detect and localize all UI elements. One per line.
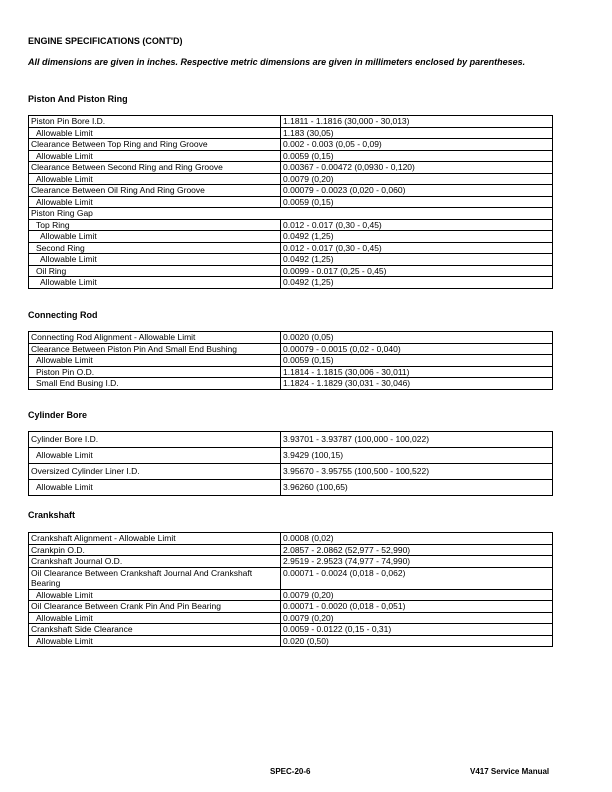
- spec-label: Second Ring: [29, 242, 281, 254]
- spec-label: Crankshaft Side Clearance: [29, 624, 281, 636]
- spec-label: Top Ring: [29, 219, 281, 231]
- spec-label: Piston Pin O.D.: [29, 366, 281, 378]
- spec-value: 1.1814 - 1.1815 (30,006 - 30,011): [281, 366, 553, 378]
- spec-value: 0.0059 - 0.0122 (0,15 - 0,31): [281, 624, 553, 636]
- spec-value: 0.00079 - 0.0023 (0,020 - 0,060): [281, 185, 553, 197]
- table-row: [29, 185, 553, 197]
- page-number: SPEC-20-6: [270, 767, 311, 776]
- spec-label: Oversized Cylinder Liner I.D.: [29, 464, 281, 480]
- spec-label: Oil Clearance Between Crankshaft Journal And Crankshaft Bearing: [29, 567, 281, 589]
- spec-value: 3.96260 (100,65): [281, 480, 553, 496]
- table-row: [29, 242, 553, 254]
- table-row: [29, 127, 553, 139]
- table-row: [29, 448, 553, 464]
- spec-value: 0.012 - 0.017 (0,30 - 0,45): [281, 242, 553, 254]
- table-row: [29, 343, 553, 355]
- table-row: [29, 196, 553, 208]
- spec-label: Clearance Between Top Ring and Ring Groove: [29, 139, 281, 151]
- table-row: [29, 254, 553, 266]
- table-row: [29, 464, 553, 480]
- spec-label: Oil Ring: [29, 265, 281, 277]
- spec-label: Oil Clearance Between Crank Pin And Pin Bearing: [29, 601, 281, 613]
- table-row: [29, 544, 553, 556]
- spec-value: 0.0492 (1,25): [281, 231, 553, 243]
- table-row: [29, 601, 553, 613]
- spec-value: 0.0059 (0,15): [281, 150, 553, 162]
- page-title: ENGINE SPECIFICATIONS (CONT'D): [28, 36, 183, 46]
- section-heading-crankshaft: Crankshaft: [28, 510, 76, 520]
- spec-label: Allowable Limit: [29, 589, 281, 601]
- spec-label: Allowable Limit: [29, 355, 281, 367]
- table-row: [29, 219, 553, 231]
- spec-value: 0.00071 - 0.0024 (0,018 - 0,062): [281, 567, 553, 589]
- spec-value: 3.95670 - 3.95755 (100,500 - 100,522): [281, 464, 553, 480]
- table-row: [29, 635, 553, 647]
- crankshaft-spec-table: [28, 532, 553, 647]
- spec-value: 0.0059 (0,15): [281, 196, 553, 208]
- cylinder-bore-spec-table: [28, 431, 553, 496]
- spec-label: Allowable Limit: [29, 150, 281, 162]
- section-heading-connecting-rod: Connecting Rod: [28, 310, 98, 320]
- spec-label: Clearance Between Oil Ring And Ring Groove: [29, 185, 281, 197]
- table-row: [29, 208, 553, 220]
- spec-group-label: Piston Ring Gap: [29, 208, 553, 220]
- table-row: [29, 366, 553, 378]
- spec-value: 0.002 - 0.003 (0,05 - 0,09): [281, 139, 553, 151]
- spec-label: Allowable Limit: [29, 480, 281, 496]
- spec-label: Allowable Limit: [29, 254, 281, 266]
- table-row: [29, 480, 553, 496]
- table-row: [29, 231, 553, 243]
- table-row: [29, 277, 553, 289]
- spec-value: 1.183 (30,05): [281, 127, 553, 139]
- spec-value: 0.0099 - 0.017 (0,25 - 0,45): [281, 265, 553, 277]
- spec-label: Cylinder Bore I.D.: [29, 432, 281, 448]
- spec-label: Allowable Limit: [29, 231, 281, 243]
- spec-value: 1.1811 - 1.1816 (30,000 - 30,013): [281, 116, 553, 128]
- table-row: [29, 116, 553, 128]
- spec-value: 0.00367 - 0.00472 (0,0930 - 0,120): [281, 162, 553, 174]
- spec-label: Allowable Limit: [29, 635, 281, 647]
- table-row: [29, 567, 553, 589]
- spec-label: Crankshaft Journal O.D.: [29, 556, 281, 568]
- spec-value: 2.0857 - 2.0862 (52,977 - 52,990): [281, 544, 553, 556]
- table-row: [29, 332, 553, 344]
- manual-title: V417 Service Manual: [470, 767, 550, 776]
- spec-value: 0.0008 (0,02): [281, 533, 553, 545]
- spec-value: 1.1824 - 1.1829 (30,031 - 30,046): [281, 378, 553, 390]
- spec-label: Connecting Rod Alignment - Allowable Limit: [29, 332, 281, 344]
- table-row: [29, 556, 553, 568]
- connecting-rod-spec-table: [28, 331, 553, 390]
- spec-value: 0.0492 (1,25): [281, 254, 553, 266]
- spec-label: Allowable Limit: [29, 127, 281, 139]
- spec-value: 0.0059 (0,15): [281, 355, 553, 367]
- table-row: [29, 378, 553, 390]
- spec-value: 0.012 - 0.017 (0,30 - 0,45): [281, 219, 553, 231]
- spec-value: 0.0079 (0,20): [281, 589, 553, 601]
- spec-label: Small End Busing I.D.: [29, 378, 281, 390]
- spec-label: Crankpin O.D.: [29, 544, 281, 556]
- spec-value: 0.00071 - 0.0020 (0,018 - 0,051): [281, 601, 553, 613]
- spec-value: 2.9519 - 2.9523 (74,977 - 74,990): [281, 556, 553, 568]
- spec-value: 0.0492 (1,25): [281, 277, 553, 289]
- spec-label: Allowable Limit: [29, 196, 281, 208]
- section-heading-cylinder-bore: Cylinder Bore: [28, 410, 88, 420]
- table-row: [29, 355, 553, 367]
- spec-value: 3.93701 - 3.93787 (100,000 - 100,022): [281, 432, 553, 448]
- table-row: [29, 624, 553, 636]
- spec-value: 0.00079 - 0.0015 (0,02 - 0,040): [281, 343, 553, 355]
- spec-value: 0.0079 (0,20): [281, 173, 553, 185]
- spec-label: Clearance Between Piston Pin And Small End Bushing: [29, 343, 281, 355]
- table-row: [29, 162, 553, 174]
- spec-label: Crankshaft Alignment - Allowable Limit: [29, 533, 281, 545]
- table-row: [29, 612, 553, 624]
- spec-value: 3.9429 (100,15): [281, 448, 553, 464]
- spec-label: Allowable Limit: [29, 173, 281, 185]
- table-row: [29, 589, 553, 601]
- piston-spec-table: [28, 115, 553, 289]
- table-row: [29, 150, 553, 162]
- spec-label: Allowable Limit: [29, 612, 281, 624]
- table-row: [29, 533, 553, 545]
- table-row: [29, 139, 553, 151]
- intro-note: All dimensions are given in inches. Respective metric dimensions are given in millimeters enclosed by parentheses.: [28, 57, 526, 67]
- spec-value: 0.020 (0,50): [281, 635, 553, 647]
- spec-value: 0.0020 (0,05): [281, 332, 553, 344]
- spec-label: Piston Pin Bore I.D.: [29, 116, 281, 128]
- spec-value: 0.0079 (0,20): [281, 612, 553, 624]
- spec-label: Clearance Between Second Ring and Ring Groove: [29, 162, 281, 174]
- section-heading-piston: Piston And Piston Ring: [28, 94, 128, 104]
- spec-label: Allowable Limit: [29, 277, 281, 289]
- spec-label: Allowable Limit: [29, 448, 281, 464]
- table-row: [29, 265, 553, 277]
- table-row: [29, 432, 553, 448]
- table-row: [29, 173, 553, 185]
